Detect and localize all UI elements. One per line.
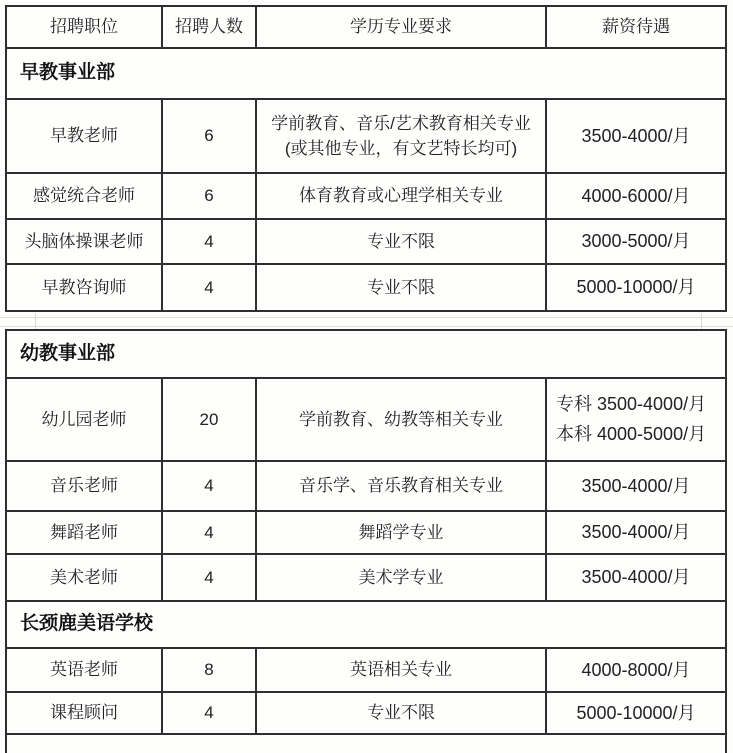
requirement-cell: 学前教育、幼教等相关专业 [257,379,547,460]
headcount-cell: 4 [163,512,257,553]
salary-cell: 3500-4000/月 [581,522,691,542]
position-cell: 感觉统合老师 [7,174,163,218]
position-cell: 幼儿园老师 [7,379,163,460]
table-row [7,649,725,693]
headcount-cell: 6 [163,100,257,172]
table-row [7,174,725,220]
headcount-cell: 6 [163,174,257,218]
section-title: 幼教事业部 [20,342,116,364]
position-cell: 美术老师 [7,555,163,600]
partial-cutoff-row [7,735,725,747]
requirement-cell [257,100,547,172]
requirement-cell: 美术学专业 [257,555,547,600]
table-gap-gridlines [0,314,733,329]
salary-cell: 4000-6000/月 [581,185,691,206]
section-title: 早教事业部 [20,62,116,83]
salary-cell [547,379,725,460]
headcount-cell: 4 [163,462,257,510]
position-cell: 早教咨询师 [7,265,163,310]
table-row [7,100,725,174]
position-cell: 音乐老师 [7,462,163,510]
salary-line-bachelor: 本科 4000-5000/月 [556,424,707,444]
requirement-cell: 专业不限 [257,693,547,733]
position-cell: 早教老师 [7,100,163,172]
column-header-requirement: 学历专业要求 [257,7,547,47]
column-header-position: 招聘职位 [7,7,163,47]
recruitment-table-block-2 [5,329,727,753]
recruitment-table-block-1 [5,5,727,312]
table-row [7,512,725,555]
table-row [7,379,725,462]
headcount-cell: 4 [163,555,257,600]
salary-cell: 4000-8000/月 [581,659,691,680]
headcount-cell: 4 [163,693,257,733]
salary-line-college: 专科 3500-4000/月 [556,394,707,414]
table-row [7,693,725,735]
salary-cell: 3500-4000/月 [581,125,691,146]
section-header-preschool-education [7,331,725,379]
salary-cell: 5000-10000/月 [576,702,696,723]
position-cell: 头脑体操课老师 [7,220,163,263]
section-header-giraffe-english-school [7,602,725,649]
headcount-cell: 20 [163,379,257,460]
table-row [7,555,725,602]
headcount-cell: 4 [163,220,257,263]
requirement-cell: 专业不限 [257,265,547,310]
requirement-cell: 音乐学、音乐教育相关专业 [257,462,547,510]
requirement-cell: 舞蹈学专业 [257,512,547,553]
table-row [7,462,725,512]
headcount-cell: 4 [163,265,257,310]
section-title: 长颈鹿美语学校 [20,613,154,634]
faint-gridline [35,314,36,329]
salary-cell: 5000-10000/月 [576,277,696,297]
column-header-headcount: 招聘人数 [163,7,257,47]
requirement-cell: 体育教育或心理学相关专业 [257,174,547,218]
requirement-line: (或其他专业，有文艺特长均可) [284,139,518,158]
requirement-line: 学前教育、音乐/艺术教育相关专业 [271,113,531,133]
position-cell: 舞蹈老师 [7,512,163,553]
section-header-early-education [7,49,725,100]
column-header-salary: 薪资待遇 [602,17,670,37]
salary-cell: 3500-4000/月 [581,475,691,496]
salary-cell: 3000-5000/月 [581,231,691,251]
table-row [7,220,725,265]
position-cell: 课程顾问 [7,693,163,733]
faint-gridline [0,326,733,327]
headcount-cell: 8 [163,649,257,691]
requirement-cell: 英语相关专业 [257,649,547,691]
table-header-row [7,7,725,49]
position-cell: 英语老师 [7,649,163,691]
requirement-cell: 专业不限 [257,220,547,263]
table-row [7,265,725,310]
faint-gridline [0,317,733,318]
salary-cell: 3500-4000/月 [581,567,691,587]
faint-gridline [701,314,702,329]
